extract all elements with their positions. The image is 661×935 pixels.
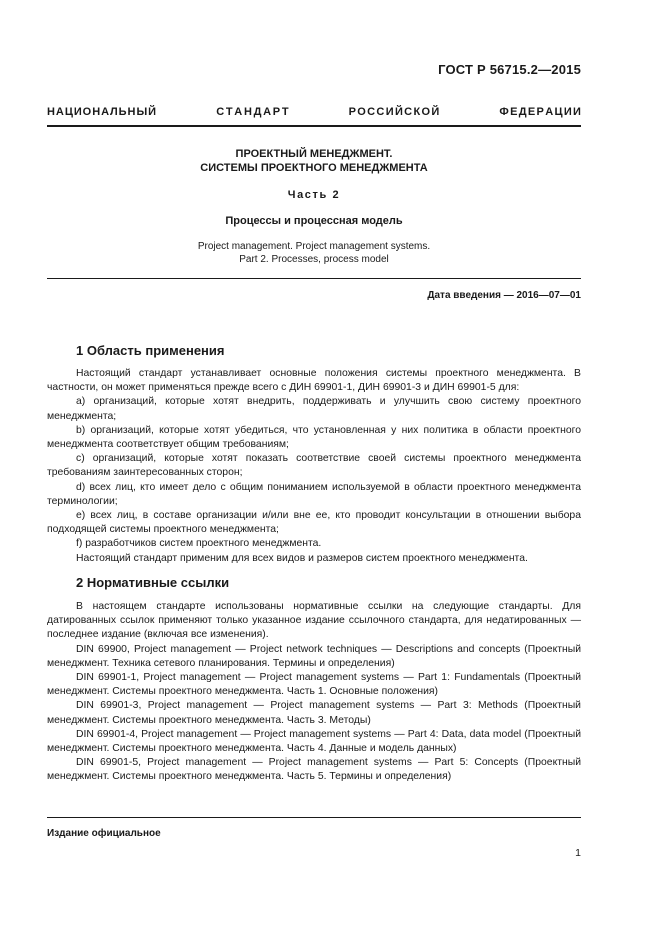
banner-letter: О — [82, 106, 92, 118]
banner-word — [216, 106, 288, 118]
list-item: c) организаций, которые хотят показать соответствие своей системы проектного менеджмента требованиям заинтересованных сторон; — [47, 453, 581, 479]
banner-word — [349, 106, 440, 118]
banner-letter: Р — [536, 106, 544, 118]
english-title — [47, 240, 581, 266]
banner-letter: Р — [272, 106, 281, 118]
banner-letter: О — [421, 106, 431, 118]
list-item: a) организаций, которые хотят внедрить, поддерживать и улучшить свою систему проектного менеджмента; — [47, 396, 581, 422]
banner-letter: Й — [431, 106, 440, 118]
paragraph: Настоящий стандарт устанавливает основные положения системы проектного менеджмента. В частности, он может применяться прежде всего с ДИН 69901-1, ДИН 69901-3 и ДИН 69901-5 для: — [47, 368, 581, 394]
banner-letter: Л — [110, 106, 118, 118]
banner-letter: Д — [253, 106, 262, 118]
banner-word — [47, 106, 156, 118]
banner-letter: Ц — [64, 106, 73, 118]
banner-letter: Д — [518, 106, 527, 118]
official-edition-label: Издание официальное — [47, 828, 161, 839]
banner-letter: С — [376, 106, 385, 118]
reference-item: DIN 69901-3, Project management — Project management systems — Part 3: Methods (Проектный менеджмент. Системы проектного менеджмента. Часть 3. Методы) — [47, 700, 581, 726]
banner-letter: Е — [527, 106, 536, 118]
section-1-body — [47, 367, 581, 566]
reference-item: DIN 69901-1, Project management — Project management systems — Part 1: Fundamentals (Проектный менеджмент. Системы проектного менеджмента. Часть 1. Основные положения) — [47, 672, 581, 698]
banner-letter: А — [545, 106, 554, 118]
banner-letter: Ц — [554, 106, 563, 118]
banner-letter: Н — [92, 106, 101, 118]
introduction-date: Дата введения — 2016—07—01 — [427, 290, 581, 301]
list-item: e) всех лиц, в составе организации и/или вне ее, кто проводит консультации в отношении выбора подходящей системы проектного менеджмента; — [47, 510, 581, 536]
reference-item: DIN 69900, Project management — Project network techniques — Descriptions and concepts (Проектный менеджмент. Техника сетевого планирования. Термины и определения) — [47, 643, 581, 669]
banner-letter: Р — [348, 106, 356, 118]
english-title-line-2: Part 2. Processes, process model — [239, 254, 389, 265]
title-line-2: СИСТЕМЫ ПРОЕКТНОГО МЕНЕДЖМЕНТА — [200, 162, 428, 174]
reference-item: DIN 69901-5, Project management — Project management systems — Part 5: Concepts (Проектный менеджмент. Системы проектного менеджмента. Часть 5. Термины и определения) — [47, 757, 581, 783]
banner-letter: Н — [127, 106, 136, 118]
banner-letter: С — [216, 106, 225, 118]
header-rule — [47, 125, 581, 127]
banner-letter: Й — [148, 106, 157, 118]
banner-letter: Й — [394, 106, 403, 118]
section-2-heading: 2 Нормативные ссылки — [76, 575, 230, 590]
banner-letter: О — [357, 106, 366, 118]
banner-letter: И — [563, 106, 572, 118]
banner-letter: И — [73, 106, 82, 118]
reference-item: DIN 69901-4, Project management — Project management systems — Part 4: Data, data model (Проектный менеджмент. Системы проектного менеджмента. Часть 4. Данные и модель данных) — [47, 728, 581, 755]
banner-letter: А — [101, 106, 110, 118]
banner-letter: С — [367, 106, 376, 118]
document-title — [47, 147, 581, 175]
paragraph: Настоящий стандарт применим для всех видов и размеров систем проектного менеджмента. — [76, 552, 528, 564]
banner-letter: Е — [510, 106, 518, 118]
banner-letter: Т — [225, 106, 233, 118]
banner-letter: Ь — [118, 106, 127, 118]
section-1-heading: 1 Область применения — [76, 343, 225, 358]
paragraph: В настоящем стандарте использованы нормативные ссылки на следующие стандарты. Для датированных ссылок применяют только указанное издание ссылочного стандарта, для недатированных — последнее издание (включая все изменения). — [47, 601, 581, 641]
banner-letter: Ф — [499, 106, 509, 118]
banner-letter: С — [404, 106, 413, 118]
list-item: b) организаций, которые хотят убедиться, что установленная у них политика в области проектного менеджмента соответствует общим требованиям; — [47, 424, 581, 451]
banner-letter: И — [573, 106, 581, 118]
banner-letter: А — [55, 106, 64, 118]
banner-letter: Н — [243, 106, 252, 118]
english-title-line-1: Project management. Project management systems. — [197, 241, 431, 252]
standard-number: ГОСТ Р 56715.2—2015 — [438, 62, 581, 77]
banner-letter: Т — [281, 106, 289, 118]
title-line-1: ПРОЕКТНЫЙ МЕНЕДЖМЕНТ. — [235, 148, 393, 160]
list-item: d) всех лиц, кто имеет дело с общим пониманием используемой в области проектного менеджмента терминологии; — [47, 481, 581, 507]
banner-letter: Ы — [136, 106, 148, 118]
banner-letter: А — [234, 106, 243, 118]
national-standard-banner — [47, 106, 581, 118]
footer-rule — [47, 817, 581, 818]
banner-letter: Н — [47, 106, 55, 118]
list-item: f) разработчиков систем проектного менеджмента. — [76, 538, 322, 550]
document-subtitle: Процессы и процессная модель — [225, 215, 403, 227]
page-number: 1 — [575, 847, 581, 859]
banner-letter: К — [413, 106, 421, 118]
title-rule — [47, 278, 581, 279]
section-2-body — [47, 600, 581, 785]
banner-word — [499, 106, 581, 118]
part-number: Часть 2 — [287, 189, 341, 201]
banner-letter: И — [385, 106, 394, 118]
banner-letter: А — [263, 106, 272, 118]
